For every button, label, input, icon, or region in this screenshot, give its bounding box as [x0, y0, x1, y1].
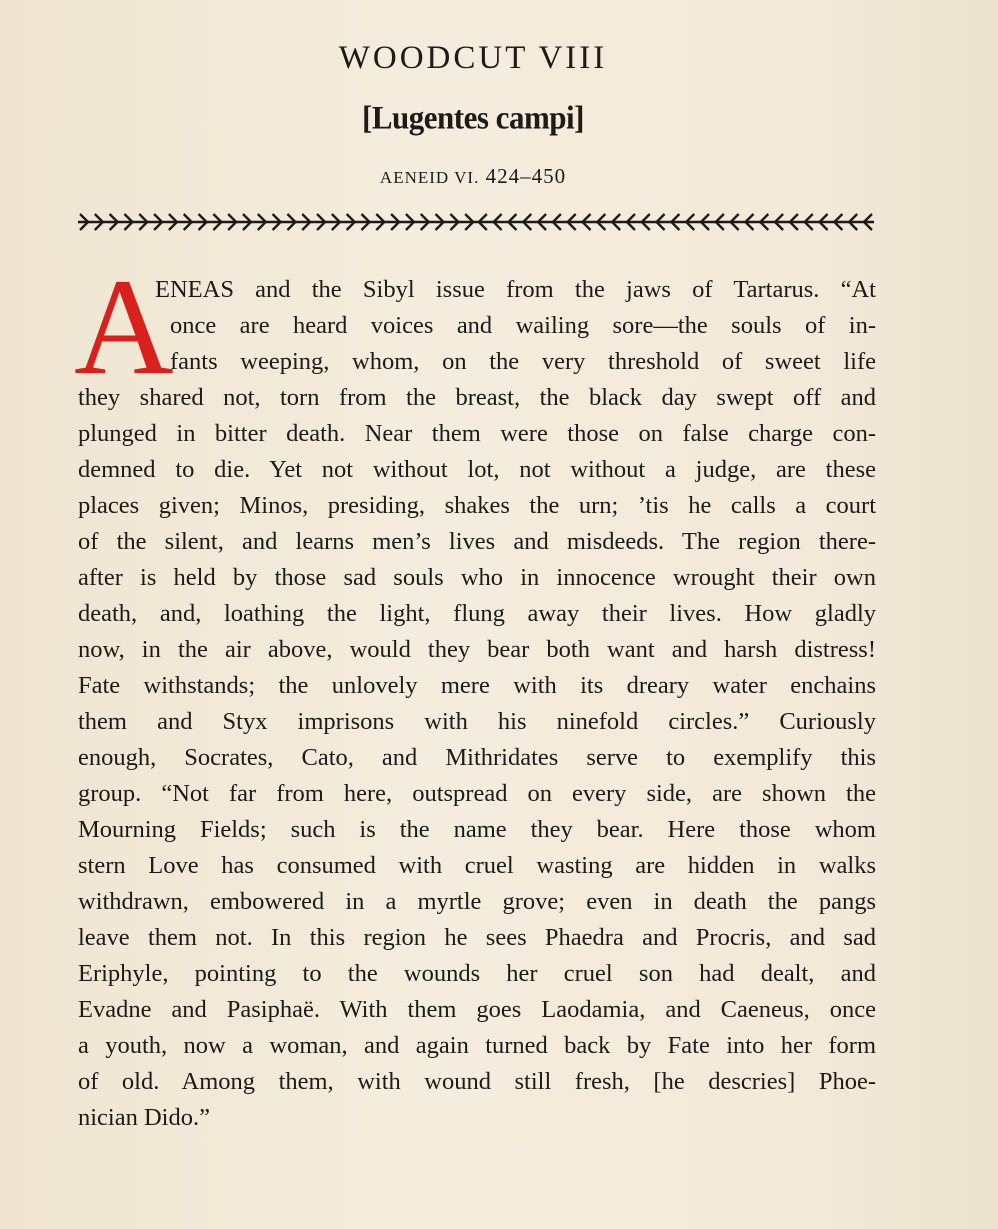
- aeneid-reference: [0, 164, 946, 189]
- text-line: them and Styx imprisons with his ninefold circles.” Curiously: [78, 708, 876, 735]
- text-line: a youth, now a woman, and again turned back by Fate into her form: [78, 1032, 876, 1059]
- text-line: Eriphyle, pointing to the wounds her cruel son had dealt, and: [78, 960, 876, 987]
- reference-prefix: AENEID VI.: [379, 168, 480, 187]
- text-line: of old. Among them, with wound still fresh, [he descries] Phoe-: [78, 1068, 876, 1095]
- text-line: of the silent, and learns men’s lives and misdeeds. The region there-: [78, 528, 876, 555]
- text-line: after is held by those sad souls who in innocence wrought their own: [78, 564, 876, 591]
- page-subtitle: [Lugentes campi]: [362, 99, 584, 136]
- page-title: WOODCUT VIII: [338, 40, 608, 76]
- text-line: Mourning Fields; such is the name they bear. Here those whom: [78, 816, 876, 843]
- text-line: leave them not. In this region he sees Phaedra and Procris, and sad: [78, 924, 876, 951]
- text-line: withdrawn, embowered in a myrtle grove; even in death the pangs: [78, 888, 876, 915]
- text-line: enough, Socrates, Cato, and Mithridates serve to exemplify this: [78, 744, 876, 771]
- reference-lines: 424–450: [485, 164, 567, 188]
- text-line: now, in the air above, would they bear both want and harsh distress!: [78, 636, 876, 663]
- text-line: stern Love has consumed with cruel wasting are hidden in walks: [78, 852, 876, 879]
- text-line: nician Dido.”: [78, 1104, 210, 1131]
- drop-cap: A: [74, 250, 174, 403]
- text-line: plunged in bitter death. Near them were those on false charge con-: [78, 420, 876, 447]
- text-line: Fate withstands; the unlovely mere with its dreary water enchains: [78, 672, 876, 699]
- text-line: places given; Minos, presiding, shakes the urn; ’tis he calls a court: [78, 492, 876, 519]
- text-line: group. “Not far from here, outspread on every side, are shown the: [78, 780, 876, 807]
- text-line: fants weeping, whom, on the very threshold of sweet life: [170, 348, 876, 375]
- text-line: Evadne and Pasiphaë. With them goes Laodamia, and Caeneus, once: [78, 996, 876, 1023]
- arrow-ornament-rule: [76, 210, 876, 234]
- text-line: they shared not, torn from the breast, the black day swept off and: [78, 384, 876, 411]
- text-line: demned to die. Yet not without lot, not without a judge, are these: [78, 456, 876, 483]
- text-line: death, and, loathing the light, flung away their lives. How gladly: [78, 600, 876, 627]
- text-line: ENEAS and the Sibyl issue from the jaws of Tartarus. “At: [155, 276, 876, 303]
- text-line: once are heard voices and wailing sore—the souls of in-: [170, 312, 876, 339]
